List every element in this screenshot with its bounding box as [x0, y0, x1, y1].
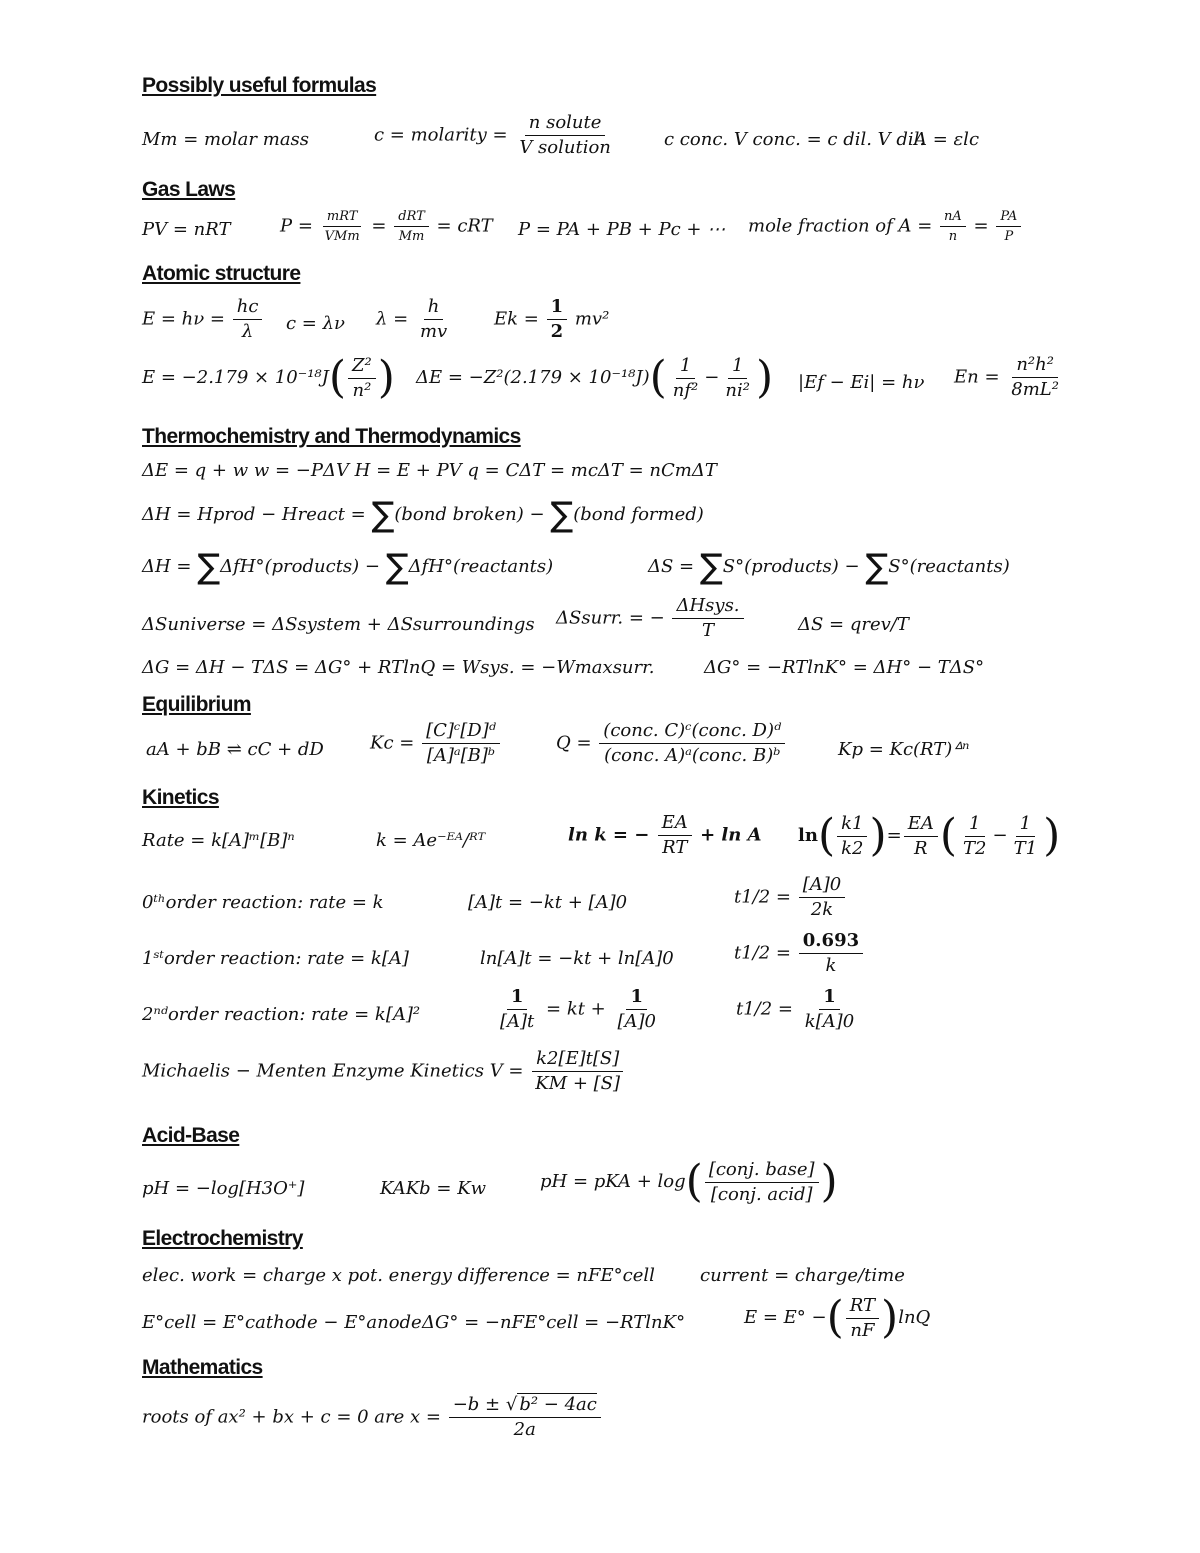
thermo-line-2-c: (bond formed)	[573, 504, 704, 525]
debroglie-lhs: λ =	[376, 308, 409, 330]
ln2-lhs: ln	[798, 825, 818, 846]
molar-mass-eq: Mm = molar mass	[142, 129, 310, 150]
q-lhs: Q =	[556, 732, 592, 754]
thermo-line-4-c: ΔS = qrev/T	[798, 614, 909, 635]
delta-e-lhs: ΔE = −Z²(2.179 × 10⁻¹⁸J)	[416, 367, 650, 388]
ln-arrhenius-eq	[568, 814, 762, 857]
kc-lhs: Kc =	[370, 732, 415, 754]
ln2-eq: =	[886, 825, 902, 846]
sigma-icon: ∑	[371, 495, 395, 535]
kinetic-energy-eq	[494, 298, 609, 341]
gibbs-ecell-eq: ΔG° = −nFE°cell = −RTlnK°	[422, 1312, 686, 1333]
pressure-rhs: = cRT	[436, 215, 493, 237]
hh-lhs: pH = pKA + log	[540, 1171, 686, 1192]
mm-den: KM + [S]	[535, 1073, 621, 1094]
ln2-frac-4	[1010, 812, 1041, 859]
hh-frac	[705, 1158, 819, 1205]
first-half-den: k	[825, 955, 837, 976]
bohr-energy-eq: E = −2.179 × 10⁻¹⁸J( $\frac{\text{Z²}}{\text{n²}}$ )	[142, 352, 395, 403]
mole-fraction-frac-1-den: n	[948, 229, 958, 244]
second-frac-1	[496, 988, 538, 1031]
second-half-frac	[801, 988, 858, 1031]
delta-e-frac-1-den: nf²	[672, 379, 699, 401]
sigma-icon: ∑	[197, 547, 221, 587]
henderson-hasselbalch-eq: pH = pKA + log( $\frac{\text{[conj. base]}}{\text{[conj. acid]}}$ )	[540, 1156, 838, 1207]
delta-e-frac-2-den: ni²	[725, 379, 750, 401]
ln2-f1-den: k2	[841, 837, 864, 859]
ek-frac	[547, 298, 568, 341]
photon-den: λ	[241, 321, 254, 342]
hh-den: [conj. acid]	[710, 1183, 813, 1205]
ln-num: EA	[658, 814, 692, 836]
delta-e-frac-2	[721, 354, 754, 401]
thermo-line-3-entropy	[648, 547, 1010, 587]
thermo-line-3-c: ΔfH°(reactants)	[408, 556, 554, 577]
mole-fraction-frac-2	[996, 210, 1021, 243]
ln2-f2-num: EA	[904, 815, 938, 837]
molarity-lhs: c = molarity =	[374, 124, 508, 146]
debroglie-frac	[416, 298, 451, 341]
ln-frac	[658, 814, 692, 857]
kp-eq: Kp = Kc(RT)ᐞⁿ	[838, 739, 970, 760]
michaelis-menten-eq	[142, 1050, 626, 1093]
current-eq: current = charge/time	[700, 1265, 905, 1286]
sigma-icon: ∑	[699, 547, 723, 587]
sigma-icon: ∑	[865, 547, 889, 587]
photon-num: hc	[233, 298, 263, 320]
pressure-frac-2-num: dRT	[394, 210, 429, 227]
pressure-frac-2-den: Mm	[398, 229, 425, 244]
thermo-line-2-a: ΔH = Hprod − Hreact =	[142, 504, 366, 525]
second-f1-den: [A]t	[500, 1011, 535, 1032]
second-order-integrated	[494, 988, 662, 1031]
pressure-frac-1-den: VMm	[324, 229, 360, 244]
first-order-eq: 1ˢᵗorder reaction: rate = k[A]	[142, 948, 409, 969]
mole-fraction-eq: mole fraction of A = $\frac{nA}{n}$ = $\frac{PA}{P}$	[748, 210, 1023, 243]
beer-lambert-eq: A = εlc	[914, 129, 980, 150]
quad-frac	[449, 1396, 601, 1439]
second-f2-den: [A]0	[617, 1011, 656, 1032]
molarity-den: V solution	[519, 137, 611, 158]
thermo-line-3-a: ΔH =	[142, 556, 192, 577]
second-half-den: k[A]0	[804, 1011, 855, 1032]
zero-half-num: [A]0	[799, 876, 846, 898]
mole-fraction-lhs: mole fraction of A =	[748, 215, 933, 237]
thermo-line-2	[142, 495, 704, 535]
box-frac	[1007, 356, 1063, 399]
kc-frac	[422, 722, 500, 765]
q-frac	[599, 722, 785, 765]
nernst-frac	[846, 1294, 879, 1341]
kw-eq: KAKb = Kw	[380, 1178, 487, 1199]
ln-den: RT	[662, 837, 688, 858]
electrical-work-eq: elec. work = charge x pot. energy difference = nFE°cell	[142, 1265, 655, 1286]
zero-order-integrated: [A]t = −kt + [A]0	[468, 892, 628, 913]
ek-rhs: mv²	[574, 308, 610, 330]
quad-den: 2a	[513, 1419, 536, 1440]
first-half-num: 0.693	[799, 932, 863, 954]
heading-gas-laws: Gas Laws	[142, 178, 236, 201]
ln2-f4-den: T1	[1013, 837, 1038, 859]
pressure-frac-2	[394, 210, 429, 243]
thermo-line-3-b: ΔfH°(products) −	[220, 556, 380, 577]
mm-lhs: Michaelis − Menten Enzyme Kinetics V =	[142, 1060, 524, 1082]
ln2-f1-num: k1	[837, 815, 867, 837]
mole-fraction-frac-1-num: nA	[940, 210, 966, 227]
arrhenius-eq: k = Ae⁻ᴱᴬ/ᴿᵀ	[376, 830, 486, 851]
nernst-lhs: E = E° −	[744, 1307, 827, 1328]
quad-num	[449, 1396, 601, 1418]
pressure-frac-1-num: mRT	[323, 210, 362, 227]
bohr-lhs: E = −2.179 × 10⁻¹⁸J	[142, 367, 329, 388]
heading-atomic-structure: Atomic structure	[142, 262, 301, 285]
equilibrium-reaction: aA + bB ⇌ cC + dD	[146, 739, 324, 760]
ecell-eq: E°cell = E°cathode − E°anode	[142, 1312, 422, 1333]
ln2-f3-den: T2	[963, 837, 987, 859]
box-num: n²h²	[1012, 356, 1058, 378]
heading-acid-base: Acid-Base	[142, 1124, 240, 1147]
second-half-lhs: t1/2 =	[736, 998, 794, 1020]
nernst-eq: E = E° −( $\frac{RT}{nF}$ )lnQ	[744, 1292, 931, 1343]
box-lhs: En =	[954, 366, 1000, 388]
dilution-eq: c conc. V conc. = c dil. V dil.	[664, 129, 926, 150]
bohr-frac	[348, 354, 376, 401]
delta-e-frac-2-num: 1	[728, 357, 747, 379]
delta-e-eq: ΔE = −Z²(2.179 × 10⁻¹⁸J)( $\frac{1}{\text{nf²}}$ − $\frac{1}{\text{ni²}}$ )	[416, 352, 774, 403]
second-f2-num: 1	[626, 988, 647, 1010]
thermo-line-4-b: ΔSsurr. = −	[556, 607, 665, 629]
delta-e-frac-1-num: 1	[676, 357, 695, 379]
molarity-eq	[374, 114, 617, 157]
bohr-den: n²	[352, 379, 372, 401]
kc-num: [C]ᶜ[D]ᵈ	[422, 722, 500, 744]
hh-num: [conj. base]	[705, 1161, 819, 1183]
bohr-num: Z²	[348, 357, 376, 379]
dalton-eq: P = PA + PB + Pc + ⋯	[518, 219, 726, 240]
mm-num: k2[E]t[S]	[532, 1050, 623, 1072]
wave-speed-eq: c = λν	[286, 313, 345, 334]
quad-lhs: roots of ax² + bx + c = 0 are x =	[142, 1406, 441, 1428]
rate-law-eq: Rate = k[A]ᵐ[B]ⁿ	[142, 830, 295, 851]
zero-half-frac	[799, 876, 846, 919]
heading-kinetics: Kinetics	[142, 786, 219, 809]
sigma-icon: ∑	[550, 495, 574, 535]
q-den: (conc. A)ᵃ(conc. B)ᵇ	[604, 745, 781, 766]
first-half-frac	[799, 932, 863, 975]
zero-order-half-life	[734, 876, 847, 919]
first-order-integrated: ln[A]t = −kt + ln[A]0	[480, 948, 674, 969]
kc-den: [A]ᵃ[B]ᵇ	[426, 745, 496, 766]
ideal-gas-eq: PV = nRT	[142, 219, 231, 240]
nernst-num: RT	[846, 1297, 879, 1319]
ek-num: 1	[547, 298, 568, 320]
heading-electrochemistry: Electrochemistry	[142, 1227, 303, 1250]
sigma-icon: ∑	[385, 547, 409, 587]
debroglie-num: h	[424, 298, 444, 320]
debroglie-eq	[376, 298, 453, 341]
molarity-num: n solute	[525, 114, 606, 136]
entropy-surr-frac	[672, 597, 743, 640]
second-f1-num: 1	[507, 988, 528, 1010]
mole-fraction-frac-2-den: P	[1004, 229, 1014, 244]
thermo-line-3	[142, 547, 554, 587]
photon-energy-eq	[142, 298, 264, 341]
ln2-f2-den: R	[914, 837, 928, 859]
heading-equilibrium: Equilibrium	[142, 693, 251, 716]
zero-order-eq: 0ᵗʰorder reaction: rate = k	[142, 892, 384, 913]
mole-fraction-frac-1	[940, 210, 966, 243]
photon-frac	[233, 298, 263, 341]
two-temp-arrhenius-eq: ln( $\frac{k1}{k2}$ )= $\frac{EA}{R}$ ( $\frac{1}{T2}$ − $\frac{1}{T1}$ )	[798, 810, 1061, 861]
heading-mathematics: Mathematics	[142, 1356, 263, 1379]
quad-num-b: b² − 4ac	[519, 1394, 597, 1415]
zero-half-den: 2k	[810, 899, 834, 920]
first-order-half-life	[734, 932, 865, 975]
thermo-line-5-b: ΔG° = −RTlnK° = ΔH° − TΔS°	[704, 657, 985, 678]
reaction-quotient-eq	[556, 722, 787, 765]
ln2-f4-num: 1	[1016, 815, 1035, 837]
pressure-lhs: P =	[280, 215, 313, 237]
thermo-line-1: ΔE = q + w w = −PΔV H = E + PV q = CΔT = mcΔT = nCmΔT	[142, 460, 717, 481]
second-order-half-life	[736, 988, 860, 1031]
photon-lhs: E = hν =	[142, 308, 226, 330]
nernst-rhs: lnQ	[898, 1307, 931, 1328]
pressure-frac-1	[321, 210, 364, 243]
first-half-lhs: t1/2 =	[734, 942, 792, 964]
thermo-line-3-d: ΔS =	[648, 556, 695, 577]
thermo-line-2-b: (bond broken) −	[394, 504, 545, 525]
entropy-surroundings-eq	[556, 597, 746, 640]
abs-energy-eq: |Ef − Ei| = hν	[798, 372, 925, 393]
entropy-surr-num: ΔHsys.	[672, 597, 743, 619]
mole-fraction-frac-2-num: PA	[996, 210, 1021, 227]
debroglie-den: mv	[419, 321, 448, 342]
thermo-line-5-a: ΔG = ΔH − TΔS = ΔG° + RTlnQ = Wsys. = −Wmaxsurr.	[142, 657, 655, 678]
heading-formulas: Possibly useful formulas	[142, 74, 377, 97]
thermo-line-4-a: ΔSuniverse = ΔSsystem + ΔSsurroundings	[142, 614, 535, 635]
second-mid: = kt +	[546, 998, 606, 1020]
box-den: 8mL²	[1011, 379, 1059, 400]
kc-eq	[370, 722, 502, 765]
thermo-line-3-e: S°(products) −	[722, 556, 860, 577]
ph-eq: pH = −log[H3O⁺]	[142, 1178, 305, 1199]
q-num: (conc. C)ᶜ(conc. D)ᵈ	[599, 722, 785, 744]
ln-lhs: ln k = −	[568, 824, 650, 846]
entropy-surr-den: T	[701, 620, 714, 641]
ek-den: 2	[550, 321, 564, 342]
ln2-frac-1	[837, 812, 867, 859]
particle-box-eq	[954, 356, 1065, 399]
ek-lhs: Ek =	[494, 308, 539, 330]
molarity-fraction	[515, 114, 615, 157]
second-frac-2	[614, 988, 661, 1031]
thermo-line-3-f: S°(reactants)	[888, 556, 1010, 577]
delta-e-frac-1	[669, 354, 702, 401]
heading-thermo: Thermochemistry and Thermodynamics	[142, 425, 521, 448]
mm-frac	[531, 1050, 624, 1093]
ln-rhs: + ln A	[700, 824, 762, 846]
ln2-frac-3	[959, 812, 990, 859]
quad-num-a: −b ± √	[452, 1394, 518, 1415]
pressure-eq: P = $\frac{\text{mRT}}{\text{VMm}}$ = $\frac{\text{dRT}}{Mm}$ = cRT	[280, 209, 493, 244]
ln2-frac-2	[904, 812, 938, 859]
ln2-f3-num: 1	[965, 815, 984, 837]
zero-half-lhs: t1/2 =	[734, 886, 792, 908]
second-half-num: 1	[819, 988, 840, 1010]
quadratic-formula-eq	[142, 1396, 603, 1439]
second-order-eq: 2ⁿᵈorder reaction: rate = k[A]²	[142, 1004, 421, 1025]
nernst-den: nF	[850, 1319, 875, 1341]
